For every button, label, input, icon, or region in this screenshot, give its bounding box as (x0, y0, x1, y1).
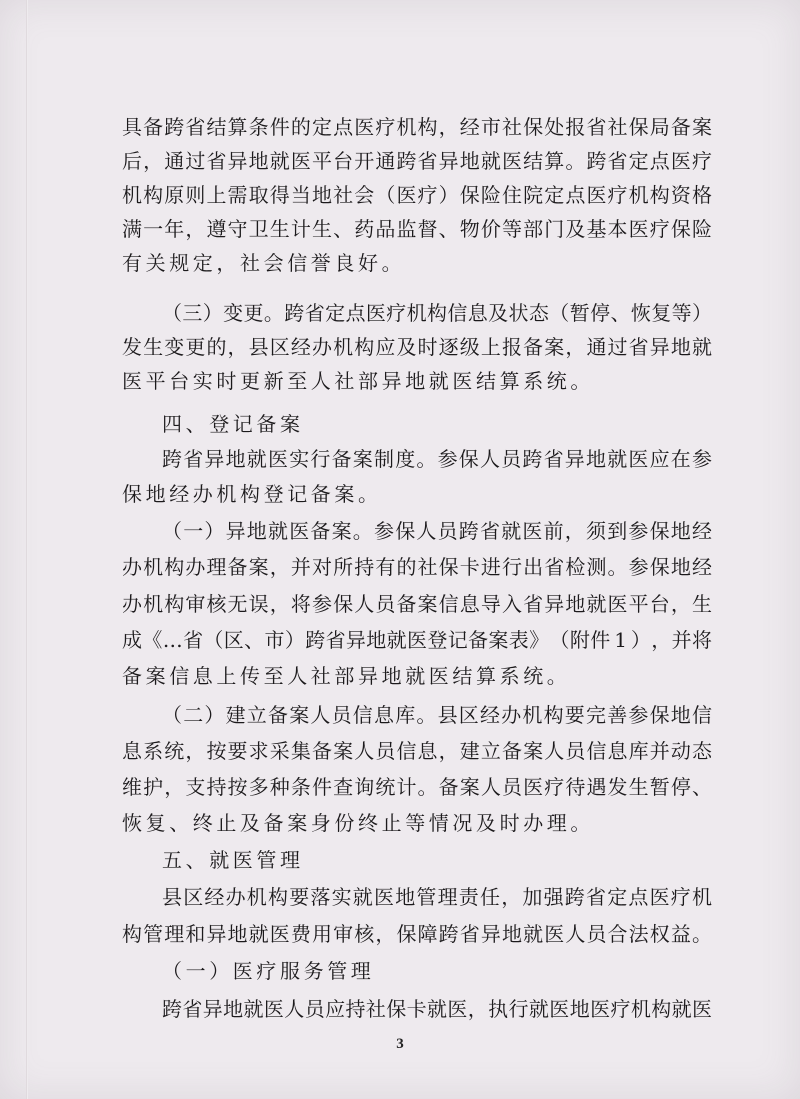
page-fold-shadow (26, 0, 28, 1099)
document-page: 具 备 跨 省 结 算 条 件 的 定 点 医 疗 机 构 ， 经 市 社 保 处 报 省 社 保 局 备 案 后 ， 通 过 省 异 地 就 医 平 台 开 通 跨 省 异 地 就 医 结 算 。 跨 省 定 点 医 疗 机 构 原 则 上 需 取 得 当 地 社 会 （ 医 疗 ） 保 险 住 院 定 点 医 疗 机 构 资 格 满 一 年 ， 遵 守 卫 生 计 生 、 药 品 监 督 、 物 价 等 部 门 及 基 本 医 疗 保 险 有 关 规 定 ， 社 会 信 誉 良 好 。 （ 三 ） 变 更 。 跨 省 定 点 医 疗 机 构 信 息 及 状 态 （ 暂 停 、 恢 复 等 ） 发 生 变 更 的 ， 县 区 经 办 机 构 应 及 时 逐 级 上 报 备 案 ， 通 过 省 异 地 就 医 平 台 实 时 更 新 至 人 社 部 异 地 就 医 结 算 系 统 。 四 、 登 记 备 案 跨 省 异 地 就 医 实 行 备 案 制 度 。 参 保 人 员 跨 省 异 地 就 医 应 在 参 保 地 经 办 机 构 登 记 备 案 。 （ 一 ） 异 地 就 医 备 案 。 参 保 人 员 跨 省 就 医 前 ， 须 到 参 保 地 经 办 机 构 办 理 备 案 ， 并 对 所 持 有 的 社 保 卡 进 行 出 省 检 测 。 参 保 地 经 办 机 构 审 核 无 误 ， 将 参 保 人 员 备 案 信 息 导 入 省 异 地 就 医 平 台 ， 生 成 《 … 省 （ 区 、 市 ） 跨 省 异 地 就 医 登 记 备 案 表 》 （ 附 件 1 ） ， 并 将 备 案 信 息 上 传 至 人 社 部 异 地 就 医 结 算 系 统 。 （ 二 ） 建 立 备 案 人 员 信 息 库 。 县 区 经 办 机 构 要 完 善 参 保 地 信 息 系 统 ， 按 要 求 采 集 备 案 人 员 信 息 ， 建 立 备 案 人 员 信 息 库 并 动 态 维 护 ， 支 持 按 多 种 条 件 查 询 统 计 。 备 案 人 员 医 疗 待 遇 发 生 暂 停 、 恢 复 、 终 止 及 备 案 身 份 终 止 等 情 况 及 时 办 理 。 五 、 就 医 管 理 县 区 经 办 机 构 要 落 实 就 医 地 管 理 责 任 ， 加 强 跨 省 定 点 医 疗 机 构 管 理 和 异 地 就 医 费 用 审 核 ， 保 障 跨 省 异 地 就 医 人 员 合 法 权 益 。 （ 一 ） 医 疗 服 务 管 理 跨 省 异 地 就 医 人 员 应 持 社 保 卡 就 医 ， 执 行 就 医 地 医 疗 机 构 就 医 3 (0, 0, 800, 1099)
page-number: 3 (396, 1036, 404, 1052)
